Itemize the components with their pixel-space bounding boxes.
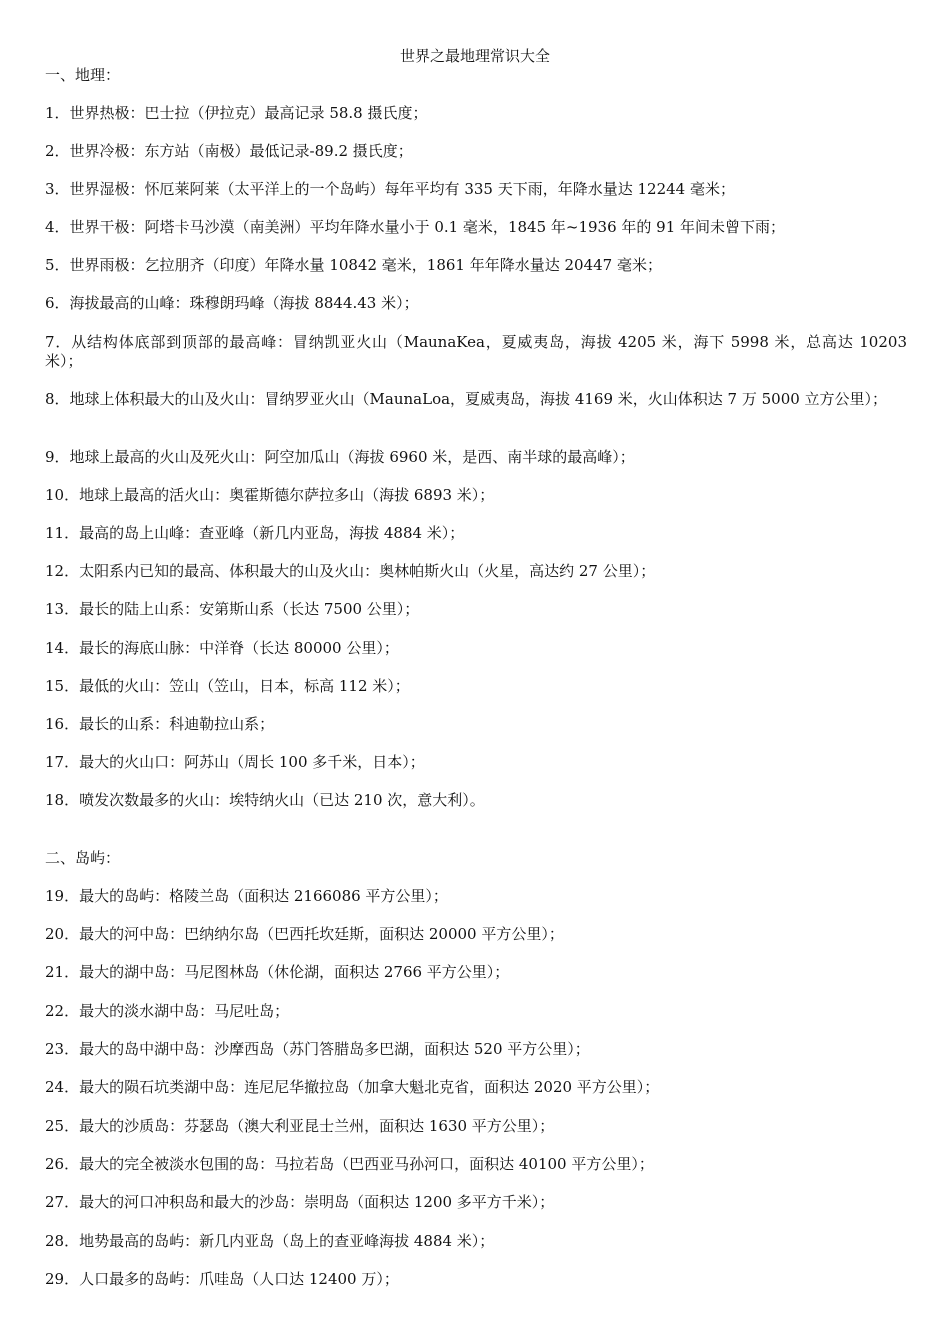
list-item: 6．海拔最高的山峰：珠穆朗玛峰（海拔 8844.43 米）； <box>45 294 419 312</box>
list-item: 25．最大的沙质岛：芬瑟岛（澳大利亚昆士兰州，面积达 1630 平方公里）； <box>45 1117 555 1135</box>
list-item: 19．最大的岛屿：格陵兰岛（面积达 2166086 平方公里）； <box>45 887 448 905</box>
list-item: 4．世界干极：阿塔卡马沙漠（南美洲）平均年降水量小于 0.1 毫米，1845 年~1936 年的 91 年间未曾下雨； <box>45 218 786 236</box>
list-item: 18．喷发次数最多的火山：埃特纳火山（已达 210 次，意大利）。 <box>45 791 485 809</box>
list-item: 16．最长的山系：科迪勒拉山系； <box>45 715 275 733</box>
document-title: 世界之最地理常识大全 <box>399 47 550 65</box>
list-item: 24．最大的陨石坑类湖中岛：连尼尼华撤拉岛（加拿大魁北克省，面积达 2020 平方公里）； <box>45 1078 660 1096</box>
list-item: 20．最大的河中岛：巴纳纳尔岛（巴西托坎廷斯，面积达 20000 平方公里）； <box>45 925 564 943</box>
list-item: 21．最大的湖中岛：马尼图林岛（休伦湖，面积达 2766 平方公里）； <box>45 963 510 981</box>
list-item: 3．世界湿极：怀厄莱阿莱（太平洋上的一个岛屿）每年平均有 335 天下雨，年降水量达 12244 毫米； <box>45 180 735 198</box>
list-item: 1．世界热极：巴士拉（伊拉克）最高记录 58.8 摄氏度； <box>45 104 428 122</box>
list-item: 14．最长的海底山脉：中洋脊（长达 80000 公里）； <box>45 639 399 657</box>
list-item: 5．世界雨极：乞拉朋齐（印度）年降水量 10842 毫米，1861 年年降水量达 20447 毫米； <box>45 256 662 274</box>
list-item: 23．最大的岛中湖中岛：沙摩西岛（苏门答腊岛多巴湖，面积达 520 平方公里）； <box>45 1040 590 1058</box>
section-heading-geography: 一、地理： <box>45 66 121 84</box>
list-item: 26．最大的完全被淡水包围的岛：马拉若岛（巴西亚马孙河口，面积达 40100 平方公里）； <box>45 1155 654 1173</box>
list-item: 15．最低的火山：笠山（笠山，日本，标高 112 米）； <box>45 677 410 695</box>
list-item: 11．最高的岛上山峰：查亚峰（新几内亚岛，海拔 4884 米）； <box>45 524 465 542</box>
section-heading-islands: 二、岛屿： <box>45 849 121 867</box>
list-item: 2．世界冷极：东方站（南极）最低记录-89.2 摄氏度； <box>45 142 413 160</box>
list-item: 17．最大的火山口：阿苏山（周长 100 多千米，日本）； <box>45 753 425 771</box>
list-item: 22．最大的淡水湖中岛：马尼吐岛； <box>45 1002 290 1020</box>
list-item: 13．最长的陆上山系：安第斯山系（长达 7500 公里）； <box>45 600 420 618</box>
list-item: 8．地球上体积最大的山及火山：冒纳罗亚火山（MaunaLoa，夏威夷岛，海拔 4169 米，火山体积达 7 万 5000 立方公里）； <box>45 390 888 408</box>
list-item: 12．太阳系内已知的最高、体积最大的山及火山：奥林帕斯火山（火星，高达约 27 公里）； <box>45 562 656 580</box>
list-item: 9．地球上最高的火山及死火山：阿空加瓜山（海拔 6960 米，是西、南半球的最高峰）； <box>45 448 635 466</box>
list-item: 10．地球上最高的活火山：奥霍斯德尔萨拉多山（海拔 6893 米）； <box>45 486 495 504</box>
list-item: 27．最大的河口冲积岛和最大的沙岛：崇明岛（面积达 1200 多平方千米）； <box>45 1193 555 1211</box>
list-item: 7．从结构体底部到顶部的最高峰：冒纳凯亚火山（MaunaKea，夏威夷岛，海拔 4205 米，海下 5998 米，总高达 10203 米）； <box>45 333 907 370</box>
list-item: 28．地势最高的岛屿：新几内亚岛（岛上的查亚峰海拔 4884 米）； <box>45 1232 495 1250</box>
list-item: 29．人口最多的岛屿：爪哇岛（人口达 12400 万）； <box>45 1270 399 1288</box>
